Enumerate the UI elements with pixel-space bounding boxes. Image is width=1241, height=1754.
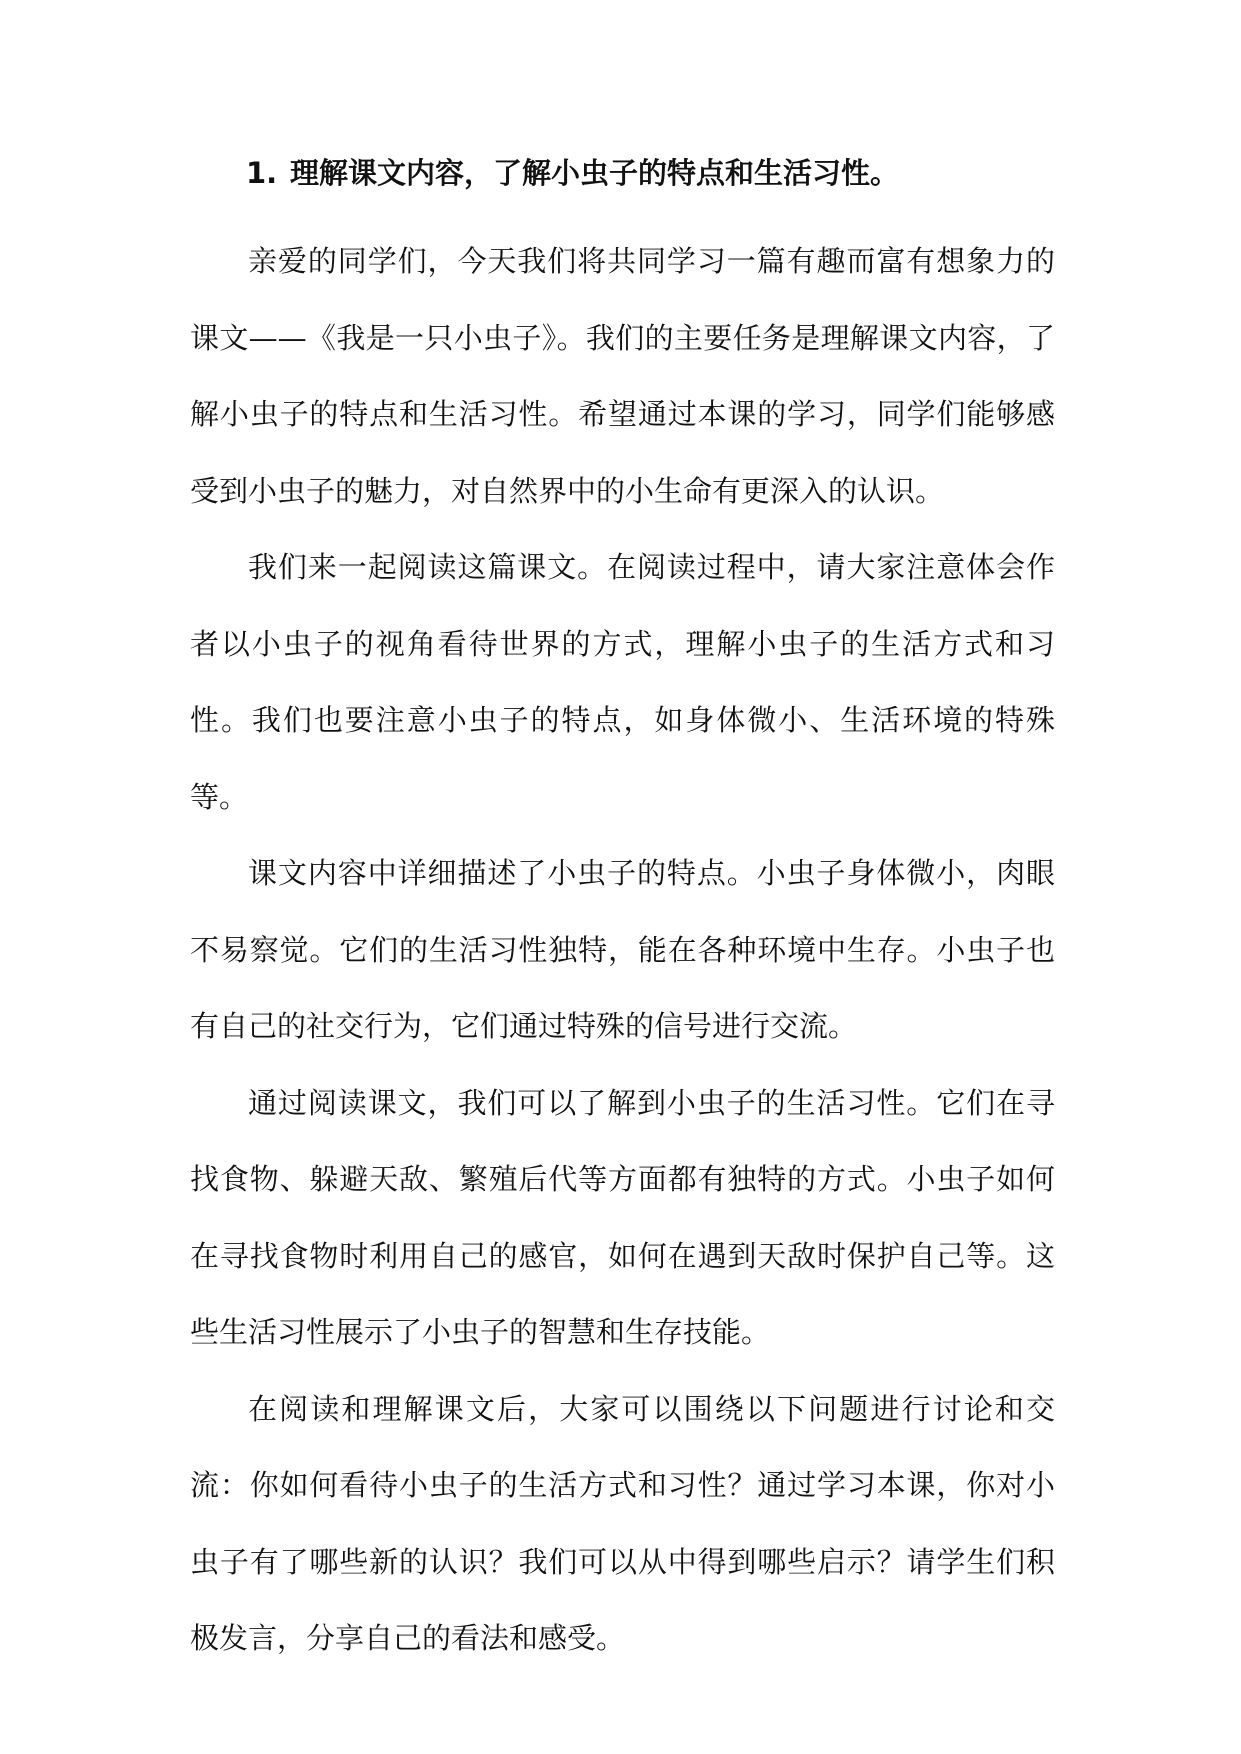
paragraph-features: 课文内容中详细描述了小虫子的特点。小虫子身体微小，肉眼不易察觉。它们的生活习性独特，能在各种环境中生存。小虫子也有自己的社交行为，它们通过特殊的信号进行交流。 — [190, 856, 1055, 1043]
paragraph-reading: 我们来一起阅读这篇课文。在阅读过程中，请大家注意体会作者以小虫子的视角看待世界的方式，理解小虫子的生活方式和习性。我们也要注意小虫子的特点，如身体微小、生活环境的特殊等。 — [190, 550, 1055, 814]
section-heading — [190, 150, 1055, 197]
paragraph-intro: 亲爱的同学们，今天我们将共同学习一篇有趣而富有想象力的课文——《我是一只小虫子》。我们的主要任务是理解课文内容，了解小虫子的特点和生活习性。希望通过本课的学习，同学们能够感受到小虫子的魅力，对自然界中的小生命有更深入的认识。 — [190, 244, 1055, 508]
section-number: 1. — [246, 156, 278, 190]
paragraph-habits: 通过阅读课文，我们可以了解到小虫子的生活习性。它们在寻找食物、躲避天敌、繁殖后代等方面都有独特的方式。小虫子如何在寻找食物时利用自己的感官，如何在遇到天敌时保护自己等。这些生活习性展示了小虫子的智慧和生存技能。 — [190, 1085, 1055, 1349]
document-body — [190, 150, 1055, 1677]
paragraph-discussion: 在阅读和理解课文后，大家可以围绕以下问题进行讨论和交流：你如何看待小虫子的生活方式和习性？通过学习本课，你对小虫子有了哪些新的认识？我们可以从中得到哪些启示？请学生们积极发言，分享自己的看法和感受。 — [190, 1391, 1055, 1655]
section-title: 理解课文内容，了解小虫子的特点和生活习性。 — [290, 156, 900, 190]
